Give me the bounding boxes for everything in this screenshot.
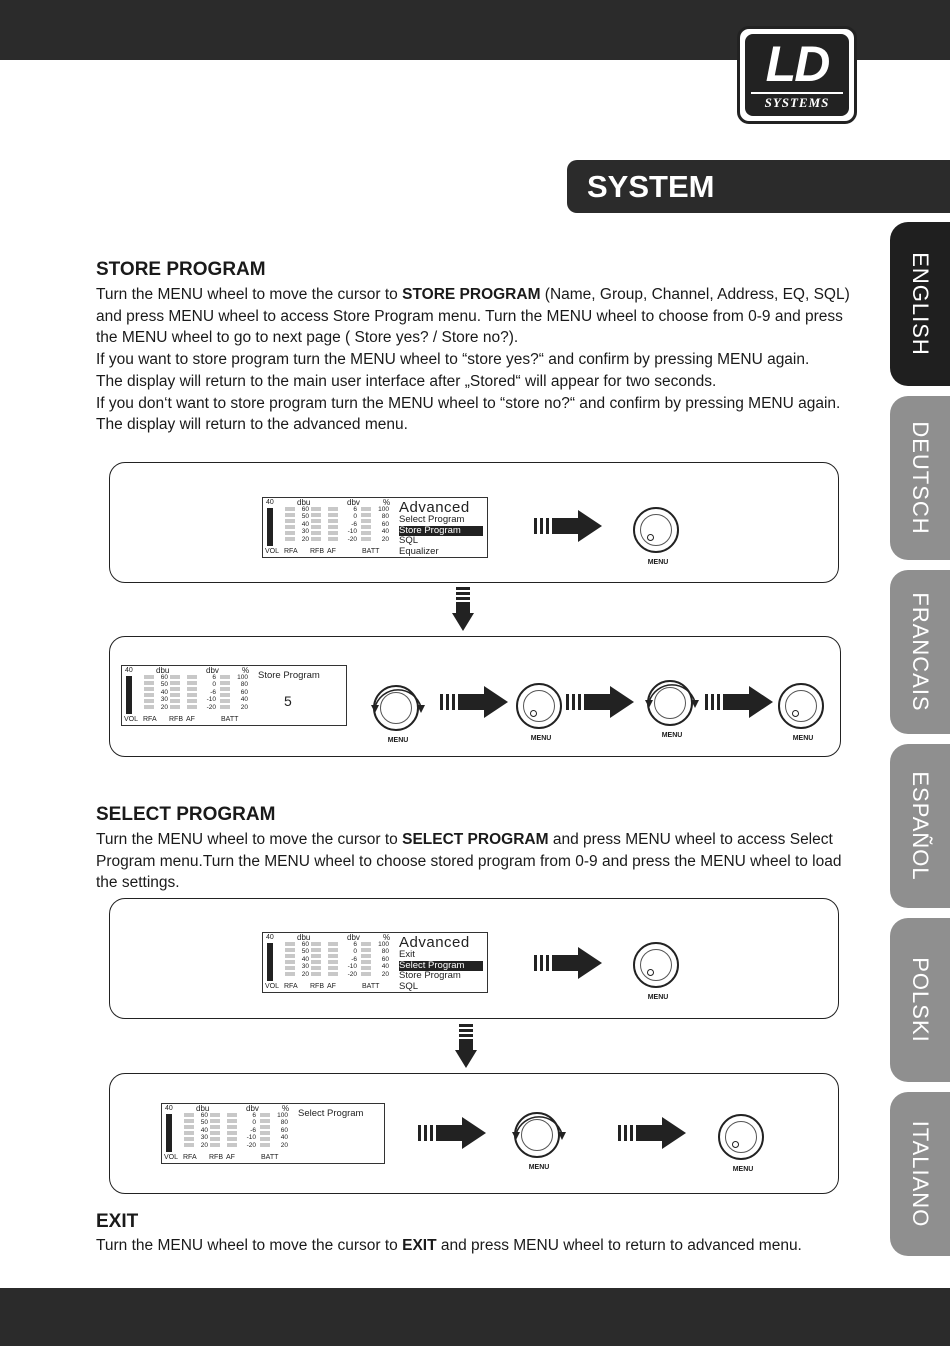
lcd-menu-screen [395, 498, 487, 557]
meter-segment [184, 1131, 194, 1135]
meter-segment [227, 1137, 237, 1141]
meter-label-rfa: RFA [284, 983, 298, 990]
meter-segment [361, 960, 371, 964]
meter-segment [361, 954, 371, 958]
menu-knob-rotate-icon [514, 1112, 560, 1171]
lcd-meters [263, 933, 395, 992]
meter-segment [328, 966, 338, 970]
meter-segment [328, 972, 338, 976]
arrow-right-icon [618, 1117, 688, 1149]
meter-segment [227, 1143, 237, 1147]
exit-heading: EXIT [96, 1211, 139, 1232]
meter-label-rfb: RFB [209, 1154, 223, 1161]
text-line: If you don‘t want to store program turn the MENU wheel to “store no?“ and confirm by pressing MENU again. [96, 394, 841, 412]
meter-segment [328, 519, 338, 523]
meter-segment [210, 1119, 220, 1123]
meter-segment [285, 960, 295, 964]
tab-label: ENGLISH [908, 252, 933, 356]
knob-label: MENU [528, 1164, 550, 1171]
meter-label-rfb: RFB [310, 983, 324, 990]
lcd-display [262, 497, 488, 558]
percent-header: % [282, 1104, 290, 1113]
meter-segment [361, 972, 371, 976]
text-line: The display will return to the advanced menu. [96, 416, 408, 434]
meter-segment [227, 1119, 237, 1123]
store-program-heading: STORE PROGRAM [96, 259, 266, 280]
meter-segment [220, 687, 230, 691]
tab-label: POLSKI [908, 957, 933, 1043]
tab-label: ESPAÑOL [908, 771, 933, 881]
meter-segment [285, 966, 295, 970]
meter-segment [311, 960, 321, 964]
dbv-scale: 6 0 -6 -10 -20 [206, 674, 216, 711]
meter-segment [187, 705, 197, 709]
dbu-scale: 60 50 40 30 20 [160, 674, 168, 711]
vol-top-label: 40 [125, 667, 133, 674]
meter-segment [184, 1125, 194, 1129]
tab-english[interactable] [890, 222, 950, 386]
meter-label-vol: VOL [265, 548, 280, 555]
meter-segment [361, 513, 371, 517]
percent-scale: 100 80 60 40 20 [277, 1112, 288, 1149]
meter-segment [220, 675, 230, 679]
text-run: and press MENU wheel to return to advanced menu. [436, 1237, 802, 1254]
vol-meter-bar [267, 508, 273, 546]
meter-segment [144, 675, 154, 679]
meter-segment [311, 972, 321, 976]
menu-knob-press-icon [718, 1114, 764, 1173]
arrow-down-icon [452, 587, 474, 631]
menu-knob-icon [633, 507, 679, 566]
meter-segment [328, 942, 338, 946]
meter-segment [328, 531, 338, 535]
dbv-header: dbv [347, 498, 360, 507]
meter-label-rfa: RFA [183, 1154, 197, 1161]
knob-label: MENU [732, 1166, 754, 1173]
knob-label: MENU [647, 994, 669, 1001]
meter-segment [285, 519, 295, 523]
arrow-right-icon [534, 510, 604, 542]
meter-segment [260, 1137, 270, 1141]
menu-item: Select Program [399, 514, 465, 525]
knob-dot [732, 1141, 739, 1148]
meter-label-vol: VOL [265, 983, 280, 990]
meter-segment [328, 960, 338, 964]
dbv-header: dbv [347, 933, 360, 942]
meter-segment [361, 525, 371, 529]
meter-label-rfa: RFA [143, 716, 157, 723]
lcd-display [121, 665, 347, 726]
meter-segment [170, 699, 180, 703]
dbu-header: dbu [196, 1104, 210, 1113]
meter-segment [285, 507, 295, 511]
meter-segment [361, 531, 371, 535]
meter-segment [328, 948, 338, 952]
meter-segment [220, 699, 230, 703]
lcd-meters [122, 666, 254, 725]
meter-segment [260, 1143, 270, 1147]
meter-segment [227, 1113, 237, 1117]
text-run: and press MENU wheel to access Select Program menu.Turn the MENU wheel to choose stored program from 0-9 and press the MENU wheel to load the settings. [96, 831, 842, 892]
meter-segment [170, 693, 180, 697]
menu-knob-icon [633, 942, 679, 1001]
meter-segment [311, 537, 321, 541]
meter-segment [187, 675, 197, 679]
meter-segment [260, 1131, 270, 1135]
meter-segment [187, 699, 197, 703]
meter-label-af: AF [226, 1154, 235, 1161]
percent-scale: 100 80 60 40 20 [237, 674, 248, 711]
vol-top-label: 40 [266, 934, 274, 941]
tab-italiano[interactable] [890, 1092, 950, 1256]
bold-term: EXIT [402, 1237, 437, 1254]
meter-label-batt: BATT [362, 983, 380, 990]
arrow-right-icon [534, 947, 604, 979]
meter-segment [210, 1113, 220, 1117]
percent-scale: 100 80 60 40 20 [378, 506, 389, 543]
meter-segment [285, 513, 295, 517]
tab-deutsch[interactable] [890, 396, 950, 560]
logo-sub-text: SYSTEMS [751, 92, 843, 112]
meter-label-batt: BATT [362, 548, 380, 555]
arrow-right-icon [418, 1117, 488, 1149]
arrow-down-icon [455, 1024, 477, 1068]
knob-dot [792, 710, 799, 717]
program-number: 5 [284, 693, 292, 709]
dbu-header: dbu [297, 933, 311, 942]
dbv-header: dbv [206, 666, 219, 675]
bold-term: STORE PROGRAM [402, 286, 541, 303]
dbv-header: dbv [246, 1104, 259, 1113]
knob-label: MENU [387, 737, 409, 744]
meter-segment [227, 1131, 237, 1135]
meter-label-af: AF [327, 548, 336, 555]
logo-main-text: LD [765, 36, 829, 92]
meter-segment [144, 687, 154, 691]
meter-label-vol: VOL [164, 1154, 179, 1161]
menu-knob-press-icon [516, 683, 562, 742]
percent-header: % [383, 498, 391, 507]
dbu-header: dbu [156, 666, 170, 675]
knob-label: MENU [792, 735, 814, 742]
meter-label-vol: VOL [124, 716, 139, 723]
menu-title: Advanced [399, 499, 470, 516]
meter-label-batt: BATT [261, 1154, 279, 1161]
meter-segment [285, 537, 295, 541]
menu-knob-press-icon [778, 683, 824, 742]
meter-segment [144, 681, 154, 685]
arrow-right-icon [566, 686, 636, 718]
percent-header: % [383, 933, 391, 942]
tab-espanol[interactable] [890, 744, 950, 908]
meter-segment [328, 507, 338, 511]
menu-item: Exit [399, 949, 415, 960]
meter-segment [361, 942, 371, 946]
meter-segment [285, 531, 295, 535]
meter-segment [210, 1143, 220, 1147]
rotate-arrows-icon [639, 672, 705, 738]
text-line: The display will return to the main user interface after „Stored“ will appear for two seconds. [96, 372, 717, 390]
menu-item: SQL [399, 980, 419, 992]
meter-label-rfb: RFB [169, 716, 183, 723]
meter-segment [361, 966, 371, 970]
vol-top-label: 40 [165, 1105, 173, 1112]
percent-scale: 100 80 60 40 20 [378, 941, 389, 978]
menu-knob-rotate-icon [373, 685, 419, 744]
meter-label-rfb: RFB [310, 548, 324, 555]
knob-dot [530, 710, 537, 717]
meter-segment [184, 1143, 194, 1147]
meter-segment [285, 948, 295, 952]
dbu-scale: 60 50 40 30 20 [301, 941, 309, 978]
store-program-title: Store Program [258, 670, 320, 681]
menu-knob-rotate-icon [647, 680, 693, 739]
meter-segment [144, 693, 154, 697]
dbu-header: dbu [297, 498, 311, 507]
knob-label: MENU [647, 559, 669, 566]
text-run: Turn the MENU wheel to move the cursor to [96, 1237, 403, 1254]
select-program-heading: SELECT PROGRAM [96, 804, 276, 825]
meter-segment [328, 954, 338, 958]
vol-meter-bar [126, 676, 132, 714]
meter-label-af: AF [327, 983, 336, 990]
select-program-text [96, 829, 851, 894]
tab-polski[interactable] [890, 918, 950, 1082]
tab-label: DEUTSCH [908, 421, 933, 535]
meter-segment [361, 507, 371, 511]
meter-segment [311, 507, 321, 511]
text-run: (Name, Group, Channel, Address, EQ, SQL) and press MENU wheel to access Store Program menu. Turn the MENU wheel to choose from 0-9 and press the MENU wheel to go to next page ( Store yes? / Store no?). [96, 286, 850, 347]
lcd-meters [263, 498, 395, 557]
exit-text [96, 1235, 851, 1257]
percent-header: % [242, 666, 250, 675]
meter-segment [311, 954, 321, 958]
meter-segment [220, 705, 230, 709]
dbv-scale: 6 0 -6 -10 -20 [347, 941, 357, 978]
arrow-right-icon [705, 686, 775, 718]
tab-label: FRANCAIS [908, 592, 933, 712]
dbv-scale: 6 0 -6 -10 -20 [246, 1112, 256, 1149]
meter-segment [210, 1137, 220, 1141]
vol-meter-bar [267, 943, 273, 981]
meter-segment [328, 537, 338, 541]
meter-segment [187, 681, 197, 685]
bottom-bar [0, 1288, 950, 1346]
text-line: If you want to store program turn the MENU wheel to “store yes?“ and confirm by pressing MENU again. [96, 351, 810, 369]
knob-dot [647, 534, 654, 541]
meter-segment [311, 966, 321, 970]
meter-segment [210, 1125, 220, 1129]
menu-item: SQL [399, 535, 419, 546]
text-run: Turn the MENU wheel to move the cursor to [96, 286, 403, 303]
meter-segment [184, 1119, 194, 1123]
meter-segment [144, 705, 154, 709]
meter-segment [187, 693, 197, 697]
select-program-title: Select Program [298, 1108, 364, 1119]
meter-segment [311, 513, 321, 517]
meter-label-rfa: RFA [284, 548, 298, 555]
meter-segment [311, 519, 321, 523]
bold-term: SELECT PROGRAM [402, 831, 549, 848]
meter-label-batt: BATT [221, 716, 239, 723]
knob-label: MENU [661, 732, 683, 739]
meter-segment [311, 942, 321, 946]
vol-top-label: 40 [266, 499, 274, 506]
meter-segment [220, 681, 230, 685]
meter-segment [260, 1119, 270, 1123]
meter-segment [328, 525, 338, 529]
meter-segment [170, 705, 180, 709]
arrow-right-icon [440, 686, 510, 718]
meter-segment [311, 531, 321, 535]
meter-segment [285, 942, 295, 946]
meter-segment [184, 1113, 194, 1117]
lcd-select-screen [294, 1104, 384, 1163]
meter-segment [170, 681, 180, 685]
meter-segment [311, 525, 321, 529]
dbu-scale: 60 50 40 30 20 [301, 506, 309, 543]
tab-label: ITALIANO [908, 1120, 933, 1228]
meter-segment [285, 525, 295, 529]
meter-segment [170, 687, 180, 691]
rotate-arrows-icon [365, 677, 431, 743]
meter-label-af: AF [186, 716, 195, 723]
meter-segment [361, 519, 371, 523]
meter-segment [227, 1125, 237, 1129]
meter-segment [361, 948, 371, 952]
lcd-store-screen [254, 666, 346, 725]
dbu-scale: 60 50 40 30 20 [200, 1112, 208, 1149]
meter-segment [220, 693, 230, 697]
lcd-display [262, 932, 488, 993]
meter-segment [311, 948, 321, 952]
knob-dot [647, 969, 654, 976]
ld-systems-logo [737, 26, 857, 124]
rotate-arrows-icon [506, 1104, 572, 1170]
lcd-display [161, 1103, 385, 1164]
store-program-text [96, 284, 851, 436]
dbv-scale: 6 0 -6 -10 -20 [347, 506, 357, 543]
section-title: SYSTEM [567, 160, 950, 213]
meter-segment [170, 675, 180, 679]
tab-francais[interactable] [890, 570, 950, 734]
text-run: Turn the MENU wheel to move the cursor to [96, 831, 403, 848]
meter-segment [260, 1125, 270, 1129]
meter-segment [144, 699, 154, 703]
meter-segment [328, 513, 338, 517]
menu-item-selected: Select Program [399, 961, 483, 972]
meter-segment [187, 687, 197, 691]
lcd-meters [162, 1104, 294, 1163]
meter-segment [285, 954, 295, 958]
meter-segment [361, 537, 371, 541]
meter-segment [184, 1137, 194, 1141]
meter-segment [210, 1131, 220, 1135]
menu-item: Store Program [399, 970, 461, 981]
menu-title: Advanced [399, 934, 470, 951]
menu-item: Equalizer [399, 545, 439, 557]
meter-segment [285, 972, 295, 976]
knob-label: MENU [530, 735, 552, 742]
lcd-menu-screen [395, 933, 487, 992]
vol-meter-bar [166, 1114, 172, 1152]
meter-segment [260, 1113, 270, 1117]
menu-item-selected: Store Program [399, 526, 483, 537]
